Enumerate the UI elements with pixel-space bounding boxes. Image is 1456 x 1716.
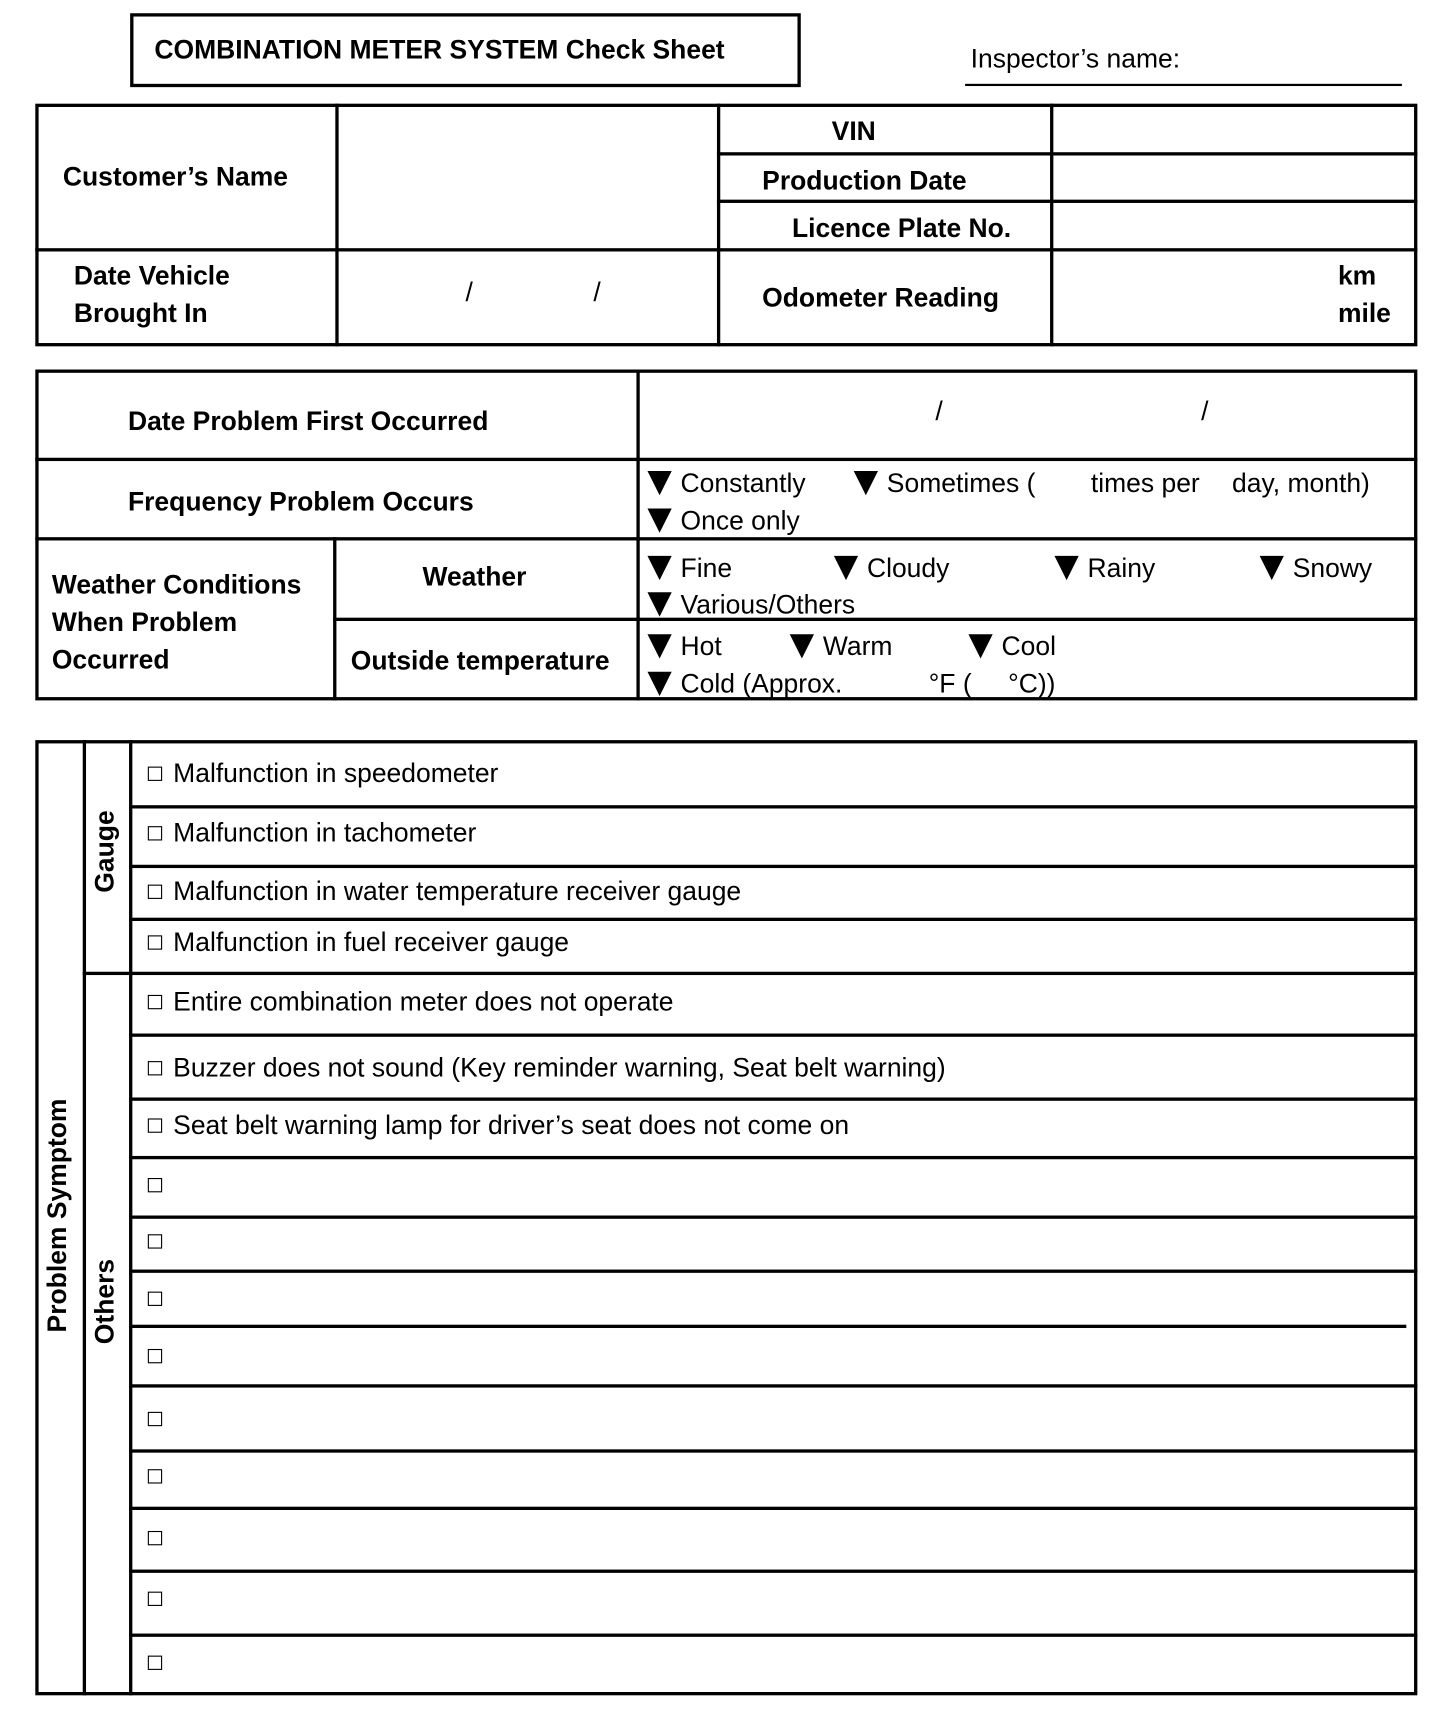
weather-conditions-label-1: Weather Conditions bbox=[51, 570, 302, 601]
symptom-item[interactable] bbox=[148, 1523, 173, 1554]
checkbox[interactable] bbox=[148, 1412, 162, 1426]
problem-symptom-label: Problem Symptom bbox=[43, 1098, 73, 1333]
checkbox[interactable] bbox=[148, 1178, 162, 1192]
weather-conditions-label-2: When Problem bbox=[51, 607, 238, 638]
option-label: Sometimes ( bbox=[886, 468, 1036, 499]
option-once-only[interactable] bbox=[647, 506, 799, 537]
triangle-icon bbox=[834, 556, 858, 580]
option-warm[interactable] bbox=[790, 632, 893, 663]
option-label: Constantly bbox=[680, 468, 806, 499]
odometer-label: Odometer Reading bbox=[762, 283, 999, 314]
symptom-item[interactable] bbox=[148, 818, 476, 849]
symptom-label: Entire combination meter does not operate bbox=[173, 987, 674, 1017]
triangle-icon bbox=[647, 592, 671, 616]
symptom-item[interactable] bbox=[148, 877, 741, 908]
weather-conditions-label-3: Occurred bbox=[51, 645, 170, 676]
inspector-name-field[interactable] bbox=[965, 84, 1402, 86]
option-hot[interactable] bbox=[647, 632, 721, 663]
symptom-item[interactable] bbox=[148, 1053, 946, 1084]
option-sometimes[interactable] bbox=[854, 469, 1036, 500]
row-divider bbox=[129, 1270, 1417, 1273]
checkbox[interactable] bbox=[148, 1118, 162, 1132]
row-divider bbox=[129, 1097, 1417, 1100]
row-divider bbox=[129, 1384, 1417, 1387]
symptom-item[interactable] bbox=[148, 1284, 173, 1315]
triangle-icon bbox=[1054, 556, 1078, 580]
row-divider bbox=[129, 1507, 1417, 1510]
row-divider bbox=[129, 972, 1417, 975]
frequency-label: Frequency Problem Occurs bbox=[127, 487, 474, 518]
divider bbox=[717, 152, 1417, 155]
checkbox[interactable] bbox=[148, 1349, 162, 1363]
checkbox[interactable] bbox=[148, 1061, 162, 1075]
divider bbox=[335, 104, 338, 347]
divider bbox=[1050, 104, 1053, 347]
date-brought-label-1: Date Vehicle bbox=[73, 261, 230, 292]
symptom-label: Buzzer does not sound (Key reminder warning, Seat belt warning) bbox=[173, 1053, 946, 1084]
divider bbox=[35, 248, 1417, 251]
option-fine[interactable] bbox=[647, 554, 732, 585]
triangle-icon bbox=[854, 471, 878, 495]
checkbox[interactable] bbox=[148, 1531, 162, 1545]
checkbox[interactable] bbox=[148, 1656, 162, 1670]
triangle-icon bbox=[790, 634, 814, 658]
date-first-label: Date Problem First Occurred bbox=[127, 407, 489, 437]
vehicle-info-table bbox=[35, 104, 1417, 347]
divider bbox=[83, 740, 86, 1695]
option-various[interactable] bbox=[647, 590, 855, 621]
licence-plate-label: Licence Plate No. bbox=[791, 213, 1012, 244]
symptom-label: Malfunction in fuel receiver gauge bbox=[173, 927, 570, 958]
triangle-icon bbox=[647, 672, 671, 696]
weather-label: Weather bbox=[422, 562, 527, 593]
symptom-item[interactable] bbox=[148, 1404, 173, 1435]
symptom-item[interactable] bbox=[148, 1170, 173, 1201]
symptom-item[interactable] bbox=[148, 1648, 173, 1679]
date-separator: / bbox=[935, 397, 943, 427]
checkbox[interactable] bbox=[148, 935, 162, 949]
checkbox[interactable] bbox=[148, 995, 162, 1009]
option-label: Hot bbox=[680, 632, 722, 662]
gauge-label: Gauge bbox=[90, 810, 121, 893]
symptom-item[interactable] bbox=[148, 759, 499, 790]
option-label: Cold (Approx. bbox=[680, 669, 843, 700]
date-separator: / bbox=[593, 277, 601, 308]
others-label: Others bbox=[90, 1258, 121, 1345]
row-divider bbox=[129, 1634, 1417, 1637]
row-divider bbox=[129, 1449, 1417, 1452]
option-rainy[interactable] bbox=[1054, 554, 1155, 585]
option-label: Cool bbox=[1001, 632, 1056, 662]
triangle-icon bbox=[647, 471, 671, 495]
times-per-label: times per bbox=[1090, 468, 1200, 499]
option-cloudy[interactable] bbox=[834, 554, 950, 585]
celsius-label: °C)) bbox=[1008, 669, 1056, 700]
row-divider bbox=[129, 805, 1417, 808]
vin-label: VIN bbox=[831, 116, 876, 147]
triangle-icon bbox=[647, 508, 671, 532]
symptom-label: Malfunction in water temperature receiver gauge bbox=[173, 876, 742, 907]
checkbox[interactable] bbox=[148, 1592, 162, 1606]
checkbox[interactable] bbox=[148, 885, 162, 899]
option-label: Rainy bbox=[1087, 553, 1156, 584]
option-label: Snowy bbox=[1292, 553, 1373, 584]
divider bbox=[636, 370, 639, 701]
row-divider bbox=[129, 1034, 1417, 1037]
fahrenheit-label: °F ( bbox=[928, 669, 972, 700]
date-brought-label-2: Brought In bbox=[73, 298, 208, 329]
divider bbox=[35, 537, 1417, 540]
option-cool[interactable] bbox=[968, 632, 1056, 663]
symptom-label: Malfunction in tachometer bbox=[173, 818, 477, 849]
symptom-item[interactable] bbox=[148, 1111, 849, 1142]
symptom-item[interactable] bbox=[148, 1461, 173, 1492]
customer-name-label: Customer’s Name bbox=[62, 162, 288, 192]
triangle-icon bbox=[1260, 556, 1284, 580]
symptom-label: Malfunction in speedometer bbox=[173, 758, 499, 789]
row-divider bbox=[129, 918, 1417, 921]
triangle-icon bbox=[647, 634, 671, 658]
outside-temp-label: Outside temperature bbox=[350, 646, 610, 677]
row-divider bbox=[129, 1216, 1417, 1219]
option-snowy[interactable] bbox=[1260, 554, 1373, 585]
option-label: Cloudy bbox=[866, 553, 950, 584]
km-unit: km bbox=[1337, 261, 1377, 292]
divider bbox=[717, 200, 1417, 203]
symptom-item[interactable] bbox=[148, 928, 569, 959]
inspector-label: Inspector’s name: bbox=[970, 44, 1181, 74]
divider bbox=[333, 618, 1417, 621]
divider bbox=[717, 104, 720, 347]
day-month-label: day, month) bbox=[1232, 468, 1370, 499]
symptom-item[interactable] bbox=[148, 987, 674, 1018]
checkbox[interactable] bbox=[148, 826, 162, 840]
symptom-item[interactable] bbox=[148, 1341, 173, 1372]
row-divider bbox=[129, 1570, 1417, 1573]
date-separator: / bbox=[465, 277, 473, 308]
option-label: Various/Others bbox=[680, 590, 856, 620]
checkbox[interactable] bbox=[148, 767, 162, 781]
row-divider bbox=[129, 865, 1417, 868]
option-label: Warm bbox=[822, 632, 893, 662]
row-divider bbox=[129, 1325, 1406, 1328]
symptom-label: Seat belt warning lamp for driver’s seat does not come on bbox=[173, 1110, 850, 1141]
row-divider bbox=[129, 1156, 1417, 1159]
option-constantly[interactable] bbox=[647, 469, 805, 500]
option-cold[interactable] bbox=[647, 670, 842, 701]
triangle-icon bbox=[968, 634, 992, 658]
checkbox[interactable] bbox=[148, 1469, 162, 1483]
divider bbox=[35, 458, 1417, 461]
option-label: Fine bbox=[680, 553, 733, 584]
triangle-icon bbox=[647, 556, 671, 580]
production-date-label: Production Date bbox=[762, 166, 967, 197]
symptom-item[interactable] bbox=[148, 1227, 173, 1258]
mile-unit: mile bbox=[1337, 298, 1391, 329]
date-separator: / bbox=[1201, 397, 1209, 427]
page-title: COMBINATION METER SYSTEM Check Sheet bbox=[154, 35, 725, 66]
divider bbox=[83, 972, 133, 975]
checkbox[interactable] bbox=[148, 1292, 162, 1306]
option-label: Once only bbox=[680, 506, 800, 537]
checkbox[interactable] bbox=[148, 1234, 162, 1248]
symptom-item[interactable] bbox=[148, 1584, 173, 1615]
